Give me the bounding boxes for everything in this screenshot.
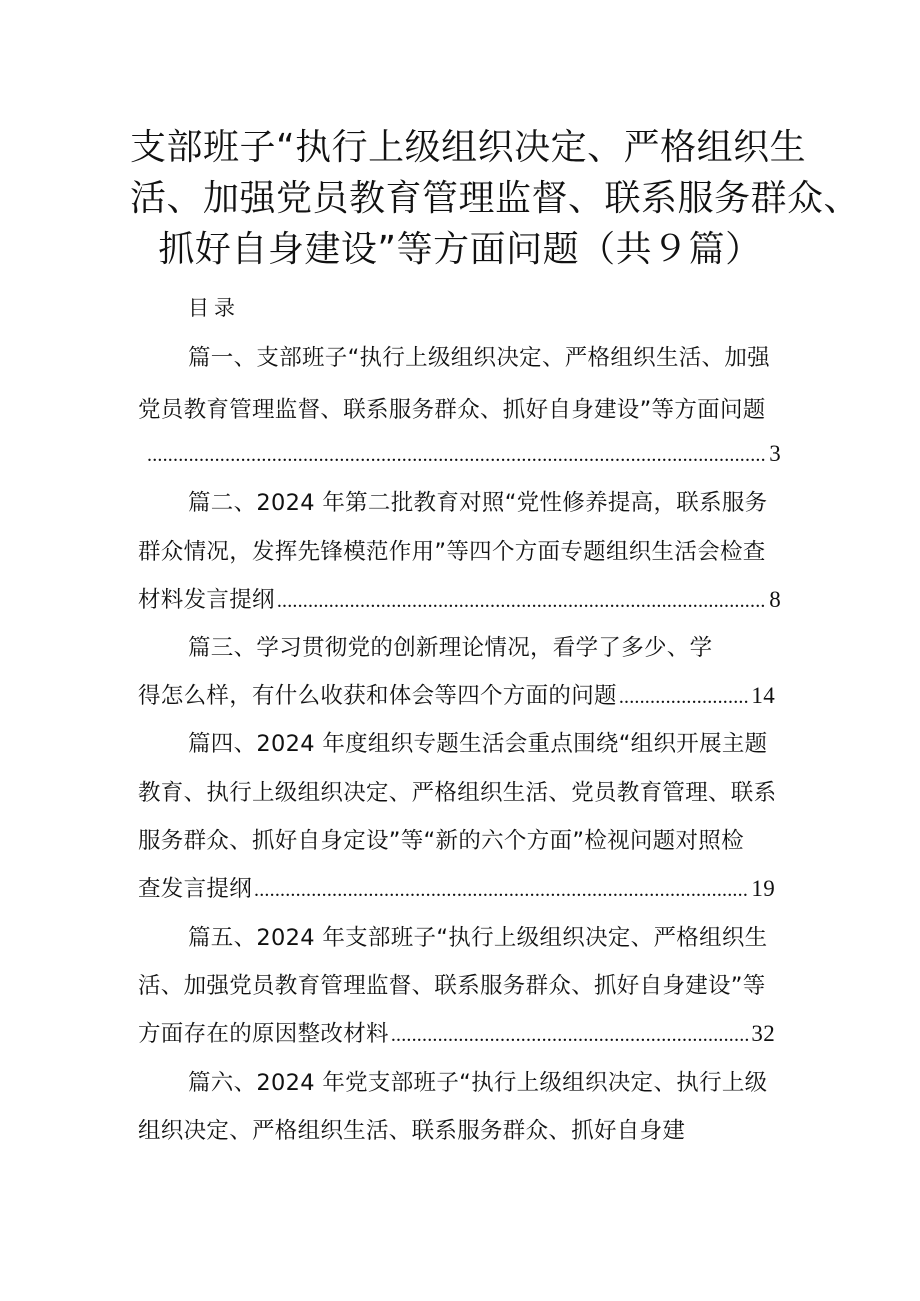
dot-leader	[254, 874, 749, 906]
toc-entry-4-last-text: 查发言提纲	[138, 876, 253, 902]
toc-entry-6-line-2: 组织决定、严格组织生活、联系服务群众、抓好自身建	[138, 1118, 686, 1144]
toc-entry-3-last-line	[138, 680, 775, 713]
toc-entry-6-line-1: 篇六、2024 年党支部班子“执行上级组织决定、执行上级	[188, 1070, 768, 1096]
toc-entry-2-last-text: 材料发言提纲	[138, 587, 275, 613]
toc-entry-3-line-1: 篇三、学习贯彻党的创新理论情况，看学了多少、学	[188, 635, 713, 661]
title-line-2: 活、加强党员教育管理监督、联系服务群众、	[130, 178, 861, 219]
toc-entry-4-last-line	[138, 873, 775, 906]
toc-entry-2-page: 8	[769, 587, 781, 612]
toc-entry-1-line-1: 篇一、支部班子“执行上级组织决定、严格组织生活、加强	[188, 345, 770, 371]
toc-entry-5-line-2: 活、加强党员教育管理监督、联系服务群众、抓好自身建设”等	[138, 973, 766, 999]
toc-entry-4-line-2: 教育、执行上级组织决定、严格组织生活、党员教育管理、联系	[138, 780, 777, 806]
toc-entry-3-page: 14	[751, 683, 775, 708]
toc-entry-4-line-3: 服务群众、抓好自身定设”等“新的六个方面”检视问题对照检	[138, 828, 744, 854]
title-line-3: 抓好自身建设”等方面问题（共９篇）	[158, 229, 762, 270]
toc-entry-5-line-1: 篇五、2024 年支部班子“执行上级组织决定、严格组织生	[188, 925, 768, 951]
toc-entry-2-last-line	[138, 584, 781, 617]
toc-entry-4-line-1: 篇四、2024 年度组织专题生活会重点围绕“组织开展主题	[188, 731, 768, 757]
toc-entry-5-last-text: 方面存在的原因整改材料	[138, 1021, 389, 1047]
document-title	[130, 122, 861, 275]
dot-leader	[391, 1019, 750, 1051]
toc-entry-2-line-1: 篇二、2024 年第二批教育对照“党性修养提高，联系服务	[188, 490, 768, 516]
toc-entry-4-page: 19	[751, 876, 775, 901]
dot-leader	[147, 439, 767, 471]
toc-entry-3-last-text: 得怎么样，有什么收获和体会等四个方面的问题	[138, 683, 617, 709]
title-line-1: 支部班子“执行上级组织决定、严格组织生	[130, 127, 807, 168]
toc-entry-5-page: 32	[751, 1021, 775, 1046]
toc-entry-1-line-2: 党员教育管理监督、联系服务群众、抓好自身建设”等方面问题	[138, 397, 766, 423]
toc-heading: 目录	[188, 296, 240, 320]
dot-leader	[277, 585, 767, 617]
toc-entry-5-last-line	[138, 1018, 775, 1051]
toc-entry-1-page: 3	[769, 441, 781, 466]
toc-entry-2-line-2: 群众情况，发挥先锋模范作用”等四个方面专题组织生活会检查	[138, 539, 766, 565]
dot-leader	[619, 681, 750, 713]
toc-entry-1-last-line	[145, 438, 781, 471]
